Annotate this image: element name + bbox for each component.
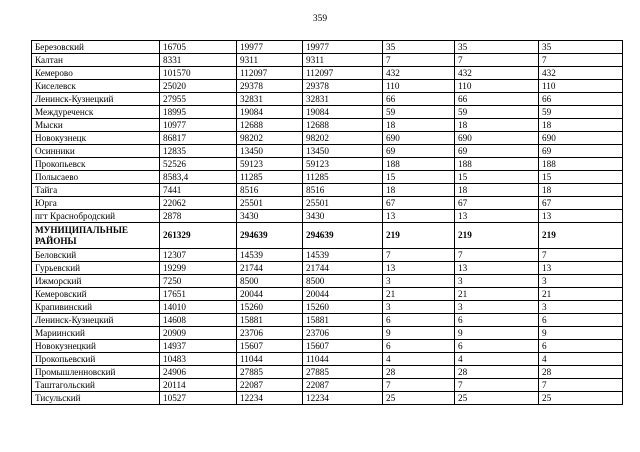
value-cell: 12234 [237,392,303,405]
value-cell: 432 [455,67,539,80]
value-cell: 59 [455,106,539,119]
value-cell: 15881 [237,314,303,327]
value-cell: 11044 [303,353,383,366]
value-cell: 3430 [237,210,303,223]
table-row [32,67,623,80]
value-cell: 690 [539,132,623,145]
value-cell: 432 [383,67,455,80]
municipality-name-cell: Ленинск-Кузнецкий [32,93,160,106]
value-cell: 12835 [160,145,237,158]
value-cell: 29378 [303,80,383,93]
table-row [32,327,623,340]
value-cell: 14539 [237,249,303,262]
value-cell: 13450 [303,145,383,158]
value-cell: 66 [383,93,455,106]
value-cell: 86817 [160,132,237,145]
value-cell: 17651 [160,288,237,301]
value-cell: 67 [455,197,539,210]
value-cell: 11285 [303,171,383,184]
value-cell: 13 [455,210,539,223]
value-cell: 101570 [160,67,237,80]
value-cell: 7250 [160,275,237,288]
value-cell: 7 [455,379,539,392]
value-cell: 69 [539,145,623,158]
value-cell: 3430 [303,210,383,223]
value-cell: 12688 [237,119,303,132]
value-cell: 18 [455,184,539,197]
value-cell: 6 [383,340,455,353]
value-cell: 12688 [303,119,383,132]
value-cell: 7 [455,54,539,67]
value-cell: 29378 [237,80,303,93]
table-row [32,353,623,366]
value-cell: 8331 [160,54,237,67]
value-cell: 25 [539,392,623,405]
table-row [32,210,623,223]
municipality-name-cell: Новокузнецк [32,132,160,145]
municipality-name-cell: Новокузнецкий [32,340,160,353]
value-cell: 66 [455,93,539,106]
value-cell: 9311 [303,54,383,67]
value-cell: 8500 [303,275,383,288]
page-number: 359 [312,14,328,24]
value-cell: 3 [539,301,623,314]
municipality-name-cell: Юрга [32,197,160,210]
municipality-name-cell: МУНИЦИПАЛЬНЫЕ РАЙОНЫ [32,223,160,249]
value-cell: 3 [455,275,539,288]
value-cell: 6 [455,314,539,327]
municipality-name-cell: Кемеровский [32,288,160,301]
value-cell: 14539 [303,249,383,262]
value-cell: 27885 [303,366,383,379]
value-cell: 13 [539,210,623,223]
value-cell: 18995 [160,106,237,119]
value-cell: 4 [455,353,539,366]
table-row [32,379,623,392]
value-cell: 59123 [237,158,303,171]
value-cell: 14010 [160,301,237,314]
value-cell: 21744 [237,262,303,275]
value-cell: 294639 [237,223,303,249]
value-cell: 3 [455,301,539,314]
value-cell: 690 [383,132,455,145]
value-cell: 12234 [303,392,383,405]
value-cell: 19299 [160,262,237,275]
value-cell: 27955 [160,93,237,106]
value-cell: 13 [383,262,455,275]
value-cell: 15 [383,171,455,184]
value-cell: 19084 [303,106,383,119]
value-cell: 22087 [237,379,303,392]
value-cell: 18 [539,119,623,132]
value-cell: 6 [539,314,623,327]
value-cell: 25020 [160,80,237,93]
municipal-data-table [31,40,623,405]
value-cell: 15 [455,171,539,184]
value-cell: 110 [455,80,539,93]
value-cell: 35 [455,41,539,54]
value-cell: 690 [455,132,539,145]
value-cell: 188 [539,158,623,171]
table-row [32,223,623,249]
table-row [32,249,623,262]
value-cell: 24906 [160,366,237,379]
value-cell: 219 [455,223,539,249]
value-cell: 188 [383,158,455,171]
value-cell: 67 [539,197,623,210]
value-cell: 59 [539,106,623,119]
value-cell: 6 [455,340,539,353]
value-cell: 25501 [303,197,383,210]
value-cell: 15260 [303,301,383,314]
value-cell: 20909 [160,327,237,340]
value-cell: 67 [383,197,455,210]
municipality-name-cell: Калтан [32,54,160,67]
value-cell: 28 [383,366,455,379]
value-cell: 3 [383,275,455,288]
table-row [32,197,623,210]
value-cell: 28 [539,366,623,379]
table-row [32,392,623,405]
value-cell: 52526 [160,158,237,171]
municipality-name-cell: Прокопьевский [32,353,160,366]
value-cell: 59123 [303,158,383,171]
table-row [32,54,623,67]
value-cell: 35 [383,41,455,54]
value-cell: 14937 [160,340,237,353]
value-cell: 13450 [237,145,303,158]
municipality-name-cell: Беловский [32,249,160,262]
value-cell: 69 [383,145,455,158]
value-cell: 7 [539,379,623,392]
value-cell: 7 [383,54,455,67]
value-cell: 20114 [160,379,237,392]
value-cell: 14608 [160,314,237,327]
value-cell: 22087 [303,379,383,392]
value-cell: 98202 [303,132,383,145]
value-cell: 15 [539,171,623,184]
table-row [32,132,623,145]
table-row [32,340,623,353]
municipality-name-cell: Междуреченск [32,106,160,119]
municipality-name-cell: Крапивинский [32,301,160,314]
table-row [32,262,623,275]
value-cell: 3 [383,301,455,314]
table-row [32,93,623,106]
value-cell: 432 [539,67,623,80]
municipality-name-cell: Осинники [32,145,160,158]
value-cell: 8516 [303,184,383,197]
value-cell: 35 [539,41,623,54]
value-cell: 9 [539,327,623,340]
table-row [32,158,623,171]
value-cell: 16705 [160,41,237,54]
value-cell: 21744 [303,262,383,275]
value-cell: 66 [539,93,623,106]
table-row [32,119,623,132]
municipality-name-cell: Прокопьевск [32,158,160,171]
value-cell: 22062 [160,197,237,210]
municipality-name-cell: Кемерово [32,67,160,80]
value-cell: 18 [455,119,539,132]
value-cell: 219 [383,223,455,249]
value-cell: 2878 [160,210,237,223]
value-cell: 7 [383,249,455,262]
municipality-name-cell: Промышленновский [32,366,160,379]
value-cell: 32831 [237,93,303,106]
value-cell: 25501 [237,197,303,210]
value-cell: 15881 [303,314,383,327]
value-cell: 19977 [303,41,383,54]
table-body [32,41,623,405]
value-cell: 112097 [237,67,303,80]
value-cell: 59 [383,106,455,119]
value-cell: 18 [383,119,455,132]
value-cell: 261329 [160,223,237,249]
value-cell: 110 [539,80,623,93]
municipality-name-cell: Ленинск-Кузнецкий [32,314,160,327]
value-cell: 9 [455,327,539,340]
value-cell: 7 [455,249,539,262]
value-cell: 294639 [303,223,383,249]
table-row [32,106,623,119]
municipality-name-cell: Ижморский [32,275,160,288]
value-cell: 18 [383,184,455,197]
municipality-name-cell: Мыски [32,119,160,132]
value-cell: 112097 [303,67,383,80]
value-cell: 69 [455,145,539,158]
table-row [32,288,623,301]
value-cell: 25 [383,392,455,405]
value-cell: 9 [383,327,455,340]
value-cell: 219 [539,223,623,249]
value-cell: 11044 [237,353,303,366]
table-row [32,275,623,288]
value-cell: 7 [539,54,623,67]
value-cell: 98202 [237,132,303,145]
value-cell: 9311 [237,54,303,67]
value-cell: 28 [455,366,539,379]
municipality-name-cell: Мариинский [32,327,160,340]
table-row [32,41,623,54]
value-cell: 13 [383,210,455,223]
municipality-name-cell: Березовский [32,41,160,54]
value-cell: 13 [455,262,539,275]
table-row [32,301,623,314]
value-cell: 8516 [237,184,303,197]
value-cell: 4 [539,353,623,366]
value-cell: 3 [539,275,623,288]
value-cell: 15607 [303,340,383,353]
value-cell: 25 [455,392,539,405]
value-cell: 188 [455,158,539,171]
value-cell: 6 [383,314,455,327]
value-cell: 12307 [160,249,237,262]
value-cell: 7 [539,249,623,262]
municipality-name-cell: Гурьевский [32,262,160,275]
value-cell: 15260 [237,301,303,314]
value-cell: 23706 [303,327,383,340]
value-cell: 20044 [237,288,303,301]
value-cell: 11285 [237,171,303,184]
value-cell: 8583,4 [160,171,237,184]
table-row [32,366,623,379]
municipality-name-cell: Тисульский [32,392,160,405]
table-row [32,314,623,327]
value-cell: 21 [383,288,455,301]
value-cell: 23706 [237,327,303,340]
value-cell: 19084 [237,106,303,119]
value-cell: 8500 [237,275,303,288]
value-cell: 21 [539,288,623,301]
municipality-name-cell: Таштагольский [32,379,160,392]
municipality-name-cell: Полысаево [32,171,160,184]
value-cell: 110 [383,80,455,93]
table-row [32,184,623,197]
value-cell: 32831 [303,93,383,106]
value-cell: 19977 [237,41,303,54]
value-cell: 13 [539,262,623,275]
table-row [32,171,623,184]
value-cell: 20044 [303,288,383,301]
table-row [32,80,623,93]
table-row [32,145,623,158]
value-cell: 15607 [237,340,303,353]
value-cell: 7 [383,379,455,392]
value-cell: 10977 [160,119,237,132]
value-cell: 18 [539,184,623,197]
value-cell: 4 [383,353,455,366]
value-cell: 10483 [160,353,237,366]
value-cell: 6 [539,340,623,353]
value-cell: 7441 [160,184,237,197]
value-cell: 21 [455,288,539,301]
municipality-name-cell: Тайга [32,184,160,197]
municipality-name-cell: Киселевск [32,80,160,93]
municipality-name-cell: пгт Краснобродский [32,210,160,223]
value-cell: 27885 [237,366,303,379]
value-cell: 10527 [160,392,237,405]
